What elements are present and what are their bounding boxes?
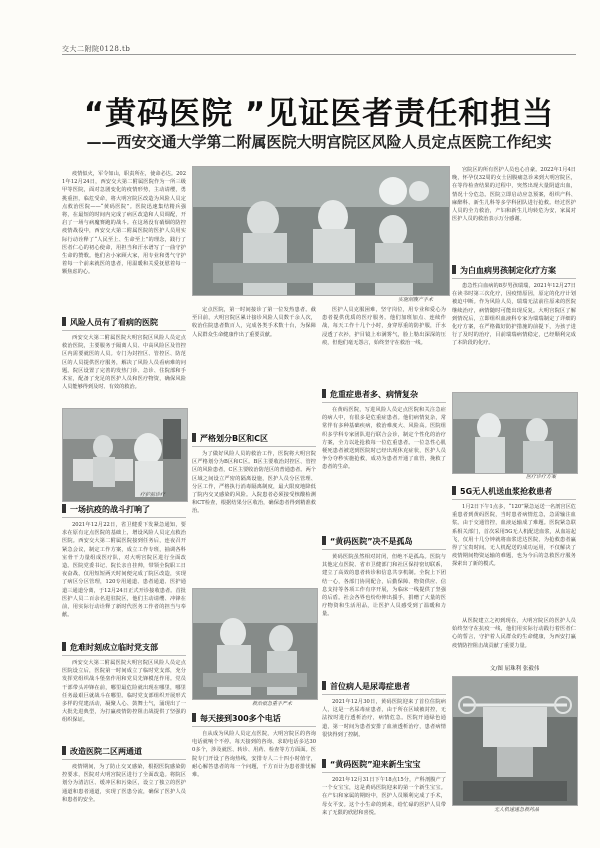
column-4-text-a — [452, 166, 576, 262]
column-4-text-b — [452, 282, 576, 390]
heading-marker-icon — [322, 536, 326, 545]
column-1-intro — [62, 170, 186, 312]
heading-marker-icon — [62, 317, 66, 326]
photo-surgery — [192, 166, 450, 296]
photo-caption: 实施剖腹产手术 — [398, 297, 434, 303]
column-2-text-b — [192, 450, 316, 582]
photo-caption: 救治很急重手严术 — [252, 701, 293, 707]
heading-marker-icon — [322, 681, 326, 690]
paragraph: 1月2日下午1点多，“120”紧急运送一名剖宫区危重患者到黄码医院，当时患者病情危急，急需输注血浆。由于交通管控，血液运输成了难题。医院紧急联系相关部门，首次采用5G无人机配送血浆，从血站起飞，仅用十几分钟就将血浆送达医院，为抢救患者赢得了宝贵时间。无人机配送的成功运用，不仅解决了疫情期间物资运输的难题，也为今后的急救医疗服务探索出了新的模式。 — [452, 504, 576, 568]
paragraph: 为了做好风险人员的救治工作，医院将大明宫院区严格划分为B区和C区。B区主要收治封控区、管控区的风险患者，C区主要收治防范区的普通患者。两个区域之间设立严密的隔离设施，医护人员分区管理、分区工作，严格执行消毒隔离制度，最大限度地降低了院内交叉感染的风险。入院患者必须接受核酸检测和CT检查，根据结果分区收治，确保患者得到精准救治。 — [192, 451, 316, 515]
section-heading-5: 严格划分B区和C区 — [192, 432, 316, 447]
heading-marker-icon — [322, 759, 326, 768]
section-heading-12: 5G无人机送血浆抢救患者 — [452, 485, 576, 500]
paragraph: 西安交大第二附属医院大明宫院区风险人员定点救治医院，主要服务于隔离人员、中高风险区及管控区内需要就医的人员。专门为封控区、管控区、防范区的人员提供医疗服务，解决了风险人员看病难的问题。院区设置了完善的发热门诊、急诊、住院部和手术室，配备了充足的医护人员和医疗物资，确保风险人员能够得到及时、有效的救治。 — [62, 335, 186, 391]
heading-marker-icon — [322, 389, 326, 398]
section-heading-9: 首位病人是尿毒症患者 — [322, 680, 446, 695]
paragraph: 患急性白血病的8岁男孩瑞瑞，2021年12月27日在读书时第三次化疗，因疫情原因，原定的化疗计划被迫中断。作为风险人员，瑞瑞无法前往原来的医院继续治疗，病情随时可能出现反复。大明宫院区了解到情况后，立即组织血液科专家为瑞瑞制定了详细的化疗方案，在严格做好防护措施的前提下，为孩子进行了及时的治疗，目前瑞瑞病情稳定，已经顺利完成了本阶段的化疗。 — [452, 283, 576, 347]
section-heading-11: 为白血病男孩制定化疗方案 — [452, 264, 576, 279]
photo-ward — [62, 408, 188, 502]
section-heading-3: 危难时刻成立临时党支部 — [62, 641, 186, 656]
photo-care — [452, 392, 578, 474]
paragraph: 从医院建立之初到现在，大明宫院区的医护人员始终坚守在抗疫一线，他们用实际行动践行着医者仁心的誓言，守护着人民群众的生命健康，为西安打赢疫情防控阻击战贡献了重要力量。 — [452, 618, 576, 649]
section-heading-10: “黄码医院”迎来新生宝宝 — [322, 758, 446, 773]
photo-caption: 医疗诊疗方案 — [526, 474, 557, 480]
section-heading-1: 风险人员有了看病的医院 — [62, 316, 186, 331]
heading-marker-icon — [192, 433, 196, 442]
running-head: 交大二附院0128.tb — [62, 45, 131, 53]
photo-caption: 无人机速递急救药品 — [494, 807, 540, 813]
column-4-text-c — [452, 503, 576, 617]
column-1-text-b — [62, 334, 186, 404]
article-title: “黄码医院 ”见证医者责任和担当 — [83, 96, 555, 132]
photo-treatment — [192, 588, 318, 700]
column-1-text-c — [62, 521, 186, 639]
heading-marker-icon — [62, 504, 66, 513]
column-3-text-a — [322, 306, 446, 388]
byline: 文/图 屈珠利 张毅伟 — [490, 666, 540, 672]
paragraph: 定点医院，第一时间接诊了第一位发热患者。截至目前，大明宫院区累计接诊风险人员数千余人次，收治住院患者数百人，完成各类手术数十台，为保障人民群众生命健康作出了重要贡献。 — [192, 307, 316, 338]
paragraph: 2021年12月30日，黄码医院迎来了首位住院病人，这是一名尿毒症患者，由于所在区域被封控，无法按时进行透析治疗，病情危急。医院开通绿色通道，第一时间为患者安排了血液透析治疗，患者病情很快得到了控制。 — [322, 699, 446, 738]
paragraph: 宫院区的所有医护人员也心自豪。2022年1月4日晚，怀孕仅32周的女士因腹痛急诊来到大明宫院区，在等待检查结果的过程中，突然出现大量阴道出血，情况十分危急。医院立即启动应急预案，组织产科、麻醉科、新生儿科等多学科团队进行抢救。经过医护人员的全力救治，产妇和新生儿均转危为安，家属对医护人员的救治表示万分感谢。 — [452, 167, 576, 223]
paragraph: 黄码医院虽然相对封闭，但绝不是孤岛。医院与其他定点医院、省市卫健部门和社区保持密切联系，建立了高效的患者转诊和信息共享机制。全院上下团结一心，各部门协同配合，后勤保障、物资供应、信息支持等各项工作有序开展，为临床一线提供了坚强的后盾。社会各界也纷纷伸出援手，捐赠了大量的医疗物资和生活用品，让医护人员感受到了温暖和力量。 — [322, 554, 446, 618]
paragraph: 疫情似火，军令如山，职责所在，使命必达。2021年12月24日，西安交大第二附属医院作为一所三级甲等医院，面对急剧变化的疫情形势，主动请缨，勇挑重担，临危受命，将大明宫院区改造为风险人员定点救治医院——“黄码医院”。医院迅速集结精兵强将，在最短的时间内完成了病区改造和人员调配，开启了一场与病魔赛跑的战斗。在这场没有硝烟的防控疫情战役中，西安交大第二附属医院的医护人员用实际行动诠释了“人民至上、生命至上”的理念，践行了医者仁心的初心使命，用担当和汗水谱写了一曲守护生命的赞歌。他们舍小家顾大家，用专业和勇气守护着每一个前来就医的患者，用温暖和关爱抚慰着每一颗焦虑的心。 — [62, 171, 186, 276]
photo-caption: 疗护前诊疗 — [140, 492, 166, 498]
column-3-text-b — [322, 406, 446, 532]
section-heading-2: 一场抗疫的战斗打响了 — [62, 503, 186, 518]
section-heading-8: “黄码医院”决不是孤岛 — [322, 535, 446, 550]
heading-marker-icon — [62, 746, 66, 755]
column-1-text-d — [62, 659, 186, 743]
heading-marker-icon — [452, 265, 456, 274]
article-subtitle: ——西安交通大学第二附属医院大明宫院区风险人员定点医院工作纪实 — [86, 133, 552, 151]
column-3-text-e — [322, 776, 446, 816]
column-1-text-e — [62, 763, 186, 813]
column-2-text-a — [192, 306, 316, 430]
column-3-text-c — [322, 553, 446, 679]
paragraph: 在黄码医院，写进风险人员定点医院和关注急症的病人中，有很多是危重症患者。他们病情复杂，常常伴有多种基础疾病，救治难度大、风险高。医院组织多学科专家团队进行联合会诊，制定个性化的治疗方案，全力以赴抢救每一位危重患者。一位急性心肌梗死患者被送到医院时已经出现休克症状，医护人员争分夺秒实施抢救，成功为患者开通了血管，挽救了患者的生命。 — [322, 407, 446, 471]
paragraph: 医护人员克服困难，坚守岗位，用专业和爱心为患者提供优质的医疗服务。他们加班加点、连续作战，每天工作十几个小时，身穿厚重的防护服，汗水浸透了衣衫，护目镜上布满雾气，脸上勒出深深的压痕，但他们毫无怨言，始终坚守在救治一线。 — [322, 307, 446, 346]
section-heading-6: 每天接到300多个电话 — [192, 712, 316, 727]
heading-marker-icon — [192, 713, 196, 722]
paragraph: 疫情期间，为了防止交叉感染，根据医院感染防控要求，医院对大明宫院区进行了全面改造。将院区划分为清洁区、缓冲区和污染区，设立了独立的医护通道和患者通道，实现了医患分流，确保了医护人员和患者的安全。 — [62, 764, 186, 803]
photo-drone — [452, 676, 578, 806]
paragraph: 西安交大第二附属医院大明宫院区风险人员定点医院设立后，医院第一时间成立了临时党支部，充分发挥党组织战斗堡垒作用和党员先锋模范作用。党员干部带头冲锋在前，哪里最危险就出现在哪里，哪里任务最艰巨就战斗在哪里。临时党支部组织开展形式多样的党建活动，凝聚人心、鼓舞士气，涌现出了一大批先进典型，为打赢疫情防控阻击战提供了坚强的组织保证。 — [62, 660, 186, 724]
column-2-text-c — [192, 730, 316, 814]
section-heading-4: 改造医院二区两通道 — [62, 745, 186, 760]
heading-marker-icon — [452, 486, 456, 495]
column-3-text-d — [322, 698, 446, 756]
section-heading-7: 危重症患者多、病情复杂 — [322, 388, 446, 403]
heading-marker-icon — [62, 642, 66, 651]
header-rule — [62, 54, 576, 55]
paragraph: 自从成为风险人员定点医院，大明宫院区的咨询电话就响个不停。每天接到的咨询、求助电话多达300多个，涉及就医、转诊、用药、检查等方方面面。医院专门开设了咨询热线，安排专人二十四小时值守，耐心解答患者的每一个问题，千方百计为患者排忧解难。 — [192, 731, 316, 779]
column-4-text-d — [452, 617, 576, 661]
paragraph: 2021年12月31日下午18点15分，产科剖腹产了一个女宝宝，这是黄码医院迎来的第一个新生宝宝。在产妇和家属的期盼中，医护人员顺利完成了手术，母女平安。这个小生命的到来，给忙碌的医护人员带来了无限的欣慰和喜悦。 — [322, 777, 446, 816]
paragraph: 2021年12月22日，省卫健委下发紧急通知，要求在原有定点医院的基础上，增设风险人员定点救治医院。西安交大第二附属医院接到任务后，连夜召开紧急会议，制定工作方案，成立工作专班，抽调各科室骨干力量组成医疗队，对大明宫院区进行全面改造。医院党委书记、院长亲自挂帅，带领全院职工日夜奋战，仅用短短两天时间便完成了院区改造，实现了病区分区管理，120专用通道、患者通道、医护通道三通道分离，于12月24日正式开诊接收患者。首批医护人员二百余名进驻院区，他们主动请缨、冲锋在前，用实际行动诠释了新时代医务工作者的担当与奉献。 — [62, 522, 186, 619]
